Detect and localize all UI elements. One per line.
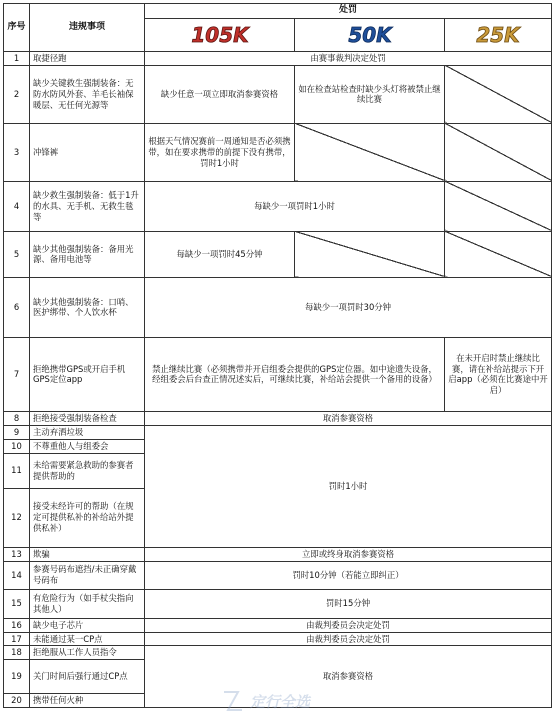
logo-50k-cell xyxy=(295,19,445,52)
row-number: 10 xyxy=(4,439,30,453)
row-item: 拒绝携带GPS或开启手机GPS定位app xyxy=(30,337,145,411)
row-item: 携带任何火种 xyxy=(30,694,145,708)
table-row xyxy=(4,277,552,337)
row-penalty: 取消参赛资格 xyxy=(145,411,552,425)
row-number: 3 xyxy=(4,123,30,181)
table-row xyxy=(4,181,552,231)
logo-25k-cell xyxy=(445,19,552,52)
row-item: 拒绝接受强制装备检查 xyxy=(30,411,145,425)
table-row xyxy=(4,589,552,618)
row-number: 19 xyxy=(4,660,30,694)
row-penalty-50k: 如在检查站检查时缺少头灯将被禁止继续比赛 xyxy=(295,65,445,123)
row-number: 9 xyxy=(4,425,30,439)
header-num: 序号 xyxy=(4,4,30,52)
row-penalty: 罚时15分钟 xyxy=(145,589,552,618)
penalty-table xyxy=(3,3,552,708)
svg-text:25K: 25K xyxy=(476,24,520,46)
row-item: 主动弃洒垃圾 xyxy=(30,425,145,439)
table-row xyxy=(4,123,552,181)
row-penalty: 罚时10分钟（若能立即纠正） xyxy=(145,561,552,589)
row-number: 11 xyxy=(4,453,30,488)
row-item: 欺骗 xyxy=(30,547,145,561)
logo-105k-cell xyxy=(145,19,295,52)
row-number: 8 xyxy=(4,411,30,425)
table-row xyxy=(4,65,552,123)
empty-diagonal-cell xyxy=(295,123,445,181)
table-row xyxy=(4,618,552,632)
row-item: 未能通过某一CP点 xyxy=(30,632,145,646)
row-penalty-25k: 在未开启时禁止继续比赛，请在补给站提示下开启app（必须在比赛途中开启） xyxy=(445,337,552,411)
svg-text:105K: 105K xyxy=(190,24,249,46)
row-number: 17 xyxy=(4,632,30,646)
row-number: 12 xyxy=(4,488,30,547)
row-item: 缺少其他强制装备：口哨、医护绑带、个人饮水杯 xyxy=(30,277,145,337)
row-item: 缺少电子芯片 xyxy=(30,618,145,632)
row-number: 2 xyxy=(4,65,30,123)
empty-diagonal-cell xyxy=(295,231,445,277)
svg-text:50K: 50K xyxy=(347,24,392,46)
row-number: 1 xyxy=(4,52,30,66)
row-item: 有危险行为（如手杖尖指向其他人） xyxy=(30,589,145,618)
row-item: 未给需要紧急救助的参赛者提供帮助的 xyxy=(30,453,145,488)
row-penalty: 每缺少一项罚时1小时 xyxy=(145,181,445,231)
table-row xyxy=(4,425,552,439)
row-penalty: 由裁判委员会决定处罚 xyxy=(145,632,552,646)
row-item: 缺少救生强制装备：低于1升的水具、无手机、无救生毯等 xyxy=(30,181,145,231)
header-penalty: 处罚 xyxy=(145,4,552,19)
table-row xyxy=(4,547,552,561)
table-row xyxy=(4,337,552,411)
row-penalty-105k: 缺少任意一项立即取消参赛资格 xyxy=(145,65,295,123)
row-penalty: 立即或终身取消参赛资格 xyxy=(145,547,552,561)
row-penalty-105k: 每缺少一项罚时45分钟 xyxy=(145,231,295,277)
table-row xyxy=(4,52,552,66)
svg-text:定行全选: 定行全选 xyxy=(250,693,311,711)
row-penalty: 每缺少一项罚时30分钟 xyxy=(145,277,552,337)
empty-diagonal-cell xyxy=(445,181,552,231)
row-item: 参赛号码布遮挡/未正确穿戴号码布 xyxy=(30,561,145,589)
table-row xyxy=(4,561,552,589)
row-item: 拒绝服从工作人员指令 xyxy=(30,646,145,660)
row-number: 16 xyxy=(4,618,30,632)
row-item: 关门时间后强行通过CP点 xyxy=(30,660,145,694)
logo-25k xyxy=(466,24,530,46)
row-item: 冲锋裤 xyxy=(30,123,145,181)
row-item: 缺少其他强制装备：备用光源、备用电池等 xyxy=(30,231,145,277)
row-penalty-105k: 根据天气情况赛前一周通知是否必须携带，如在要求携带的前提下没有携带，罚时1小时 xyxy=(145,123,295,181)
row-number: 14 xyxy=(4,561,30,589)
row-penalty: 取消参赛资格 xyxy=(145,646,552,708)
table-row xyxy=(4,646,552,660)
row-number: 4 xyxy=(4,181,30,231)
logo-50k xyxy=(338,24,402,46)
row-penalty-105k-50k: 禁止继续比赛（必须携带并开启组委会提供的GPS定位器。如中途遗失设备，经组委会后台查正情况述实后，可继续比赛，补给站会提供一个备用的设备） xyxy=(145,337,445,411)
row-penalty: 由裁判委员会决定处罚 xyxy=(145,618,552,632)
row-number: 18 xyxy=(4,646,30,660)
logo-105k xyxy=(182,24,258,46)
row-item: 缺少关键救生强制装备：无防水防风外套、羊毛长袖保暖层、无任何光源等 xyxy=(30,65,145,123)
empty-diagonal-cell xyxy=(445,231,552,277)
row-item: 不尊重他人与组委会 xyxy=(30,439,145,453)
row-number: 15 xyxy=(4,589,30,618)
row-penalty: 由赛事裁判决定处罚 xyxy=(145,52,552,66)
row-number: 20 xyxy=(4,694,30,708)
header-item: 违规事项 xyxy=(30,4,145,52)
row-penalty: 罚时1小时 xyxy=(145,425,552,547)
row-number: 7 xyxy=(4,337,30,411)
table-row xyxy=(4,411,552,425)
empty-diagonal-cell xyxy=(445,65,552,123)
row-number: 13 xyxy=(4,547,30,561)
row-item: 接受未经许可的帮助（在规定可提供私补的补给站外提供私补） xyxy=(30,488,145,547)
row-number: 5 xyxy=(4,231,30,277)
table-row xyxy=(4,632,552,646)
table-row xyxy=(4,231,552,277)
empty-diagonal-cell xyxy=(445,123,552,181)
row-item: 取捷径跑 xyxy=(30,52,145,66)
row-number: 6 xyxy=(4,277,30,337)
